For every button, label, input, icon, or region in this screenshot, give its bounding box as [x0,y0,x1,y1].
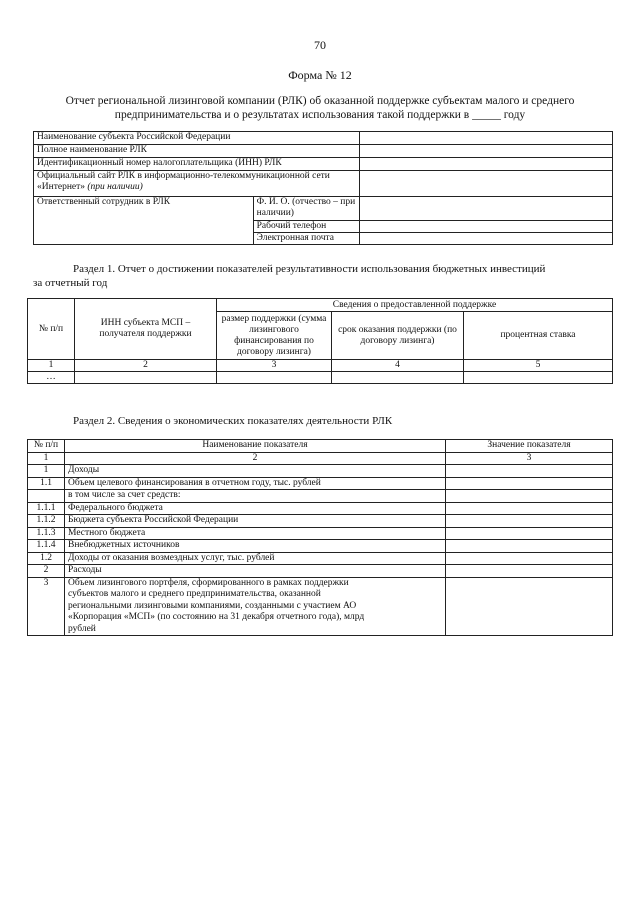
section1-table [27,298,613,384]
s1-colnum: 5 [464,360,613,372]
s1-colnum: 4 [332,360,464,372]
table-row [28,477,613,490]
info-fullname-value [359,145,612,158]
info-phone-value [359,221,612,233]
s2-row-value [446,565,613,578]
s1-header-size: размер поддержки (сумма лизингового финансирования по договору лизинга) [217,312,332,360]
table-row [28,490,613,503]
s2-header-value: Значение показателя [446,440,613,453]
table-row [28,527,613,540]
form-title: Форма № 12 [288,68,352,82]
info-fio-label: Ф. И. О. (отчество – при наличии) [253,197,359,221]
s2-row-name: в том числе за счет средств: [65,490,446,503]
report-title [20,94,620,122]
table-row [28,502,613,515]
table-row [28,577,613,636]
s2-row-name: Объем лизингового портфеля, сформированного в рамках поддержки субъектов малого и среднего предпринимательства, оказанной региональными лизинговыми компаниями, созданными с участием АО «Корпорация «МСП» (по состоянию на 31 декабря отчетного года), млрд рублей [65,577,446,636]
s1-empty-cell [464,372,613,384]
section1-title-line2: за отчетный год [33,277,108,289]
table-row [28,465,613,478]
info-website-label [34,171,360,197]
info-website-main: Официальный сайт РЛК в информационно-телекоммуникационной сети «Интернет» [37,171,330,192]
s2-row-value [446,540,613,553]
s2-row-num: 1.1 [28,477,65,490]
s2-header-name: Наименование показателя [65,440,446,453]
info-fullname-label: Полное наименование РЛК [34,145,360,158]
s2-row-num [28,490,65,503]
s2-colnum: 2 [65,452,446,465]
s2-row-num: 1.1.2 [28,515,65,528]
info-subject-value [359,132,612,145]
s2-row-num: 2 [28,565,65,578]
s1-header-term: срок оказания поддержки (по договору лизинга) [332,312,464,360]
s2-row-name: Бюджета субъекта Российской Федерации [65,515,446,528]
s2-row-num: 1.1.3 [28,527,65,540]
info-email-value [359,233,612,245]
info-fio-value [359,197,612,221]
info-table [33,131,613,245]
section2-table [27,439,613,636]
info-website-value [359,171,612,197]
s1-colnum: 3 [217,360,332,372]
s2-row-num: 1.2 [28,552,65,565]
s2-colnum: 3 [446,452,613,465]
report-title-line2: предпринимательства и о результатах использования такой поддержки в _____ году [114,109,526,121]
s2-row-value [446,477,613,490]
s2-header-num: № п/п [28,440,65,453]
s1-header-num: № п/п [28,299,75,360]
s1-header-group: Сведения о предоставленной поддержке [217,299,613,312]
s1-ellipsis: … [28,372,75,384]
info-phone-label: Рабочий телефон [253,221,359,233]
table-row [28,565,613,578]
s2-row-name: Доходы [65,465,446,478]
s2-row-name: Федерального бюджета [65,502,446,515]
s1-header-inn: ИНН субъекта МСП – получателя поддержки [75,299,217,360]
s1-empty-cell [75,372,217,384]
s2-row-value [446,490,613,503]
s2-row-num: 3 [28,577,65,636]
table-row [28,552,613,565]
s2-row-value [446,577,613,636]
info-inn-label: Идентификационный номер налогоплательщика (ИНН) РЛК [34,158,360,171]
section1-title-line1: Раздел 1. Отчет о достижении показателей результативности использования бюджетных инвестиций [73,263,546,275]
s1-header-rate: процентная ставка [464,312,613,360]
s2-row-value [446,552,613,565]
s2-row-name: Местного бюджета [65,527,446,540]
info-subject-label: Наименование субъекта Российской Федерации [34,132,360,145]
section2-title: Раздел 2. Сведения о экономических показателях деятельности РЛК [73,415,393,427]
report-title-line1: Отчет региональной лизинговой компании (РЛК) об оказанной поддержке субъектам малого и среднего [65,95,575,107]
s1-colnum: 2 [75,360,217,372]
s2-row-name: Объем целевого финансирования в отчетном году, тыс. рублей [65,477,446,490]
s2-row-name: Внебюджетных источников [65,540,446,553]
s2-row-num: 1 [28,465,65,478]
s2-row-name: Доходы от оказания возмездных услуг, тыс. рублей [65,552,446,565]
s2-row-num: 1.1.4 [28,540,65,553]
s2-row-num: 1.1.1 [28,502,65,515]
table-row [28,515,613,528]
info-website-optional: (при наличии) [87,182,143,192]
s1-empty-cell [217,372,332,384]
s2-row-value [446,515,613,528]
info-responsible-label: Ответственный сотрудник в РЛК [34,197,254,245]
s1-empty-cell [332,372,464,384]
info-inn-value [359,158,612,171]
s2-colnum: 1 [28,452,65,465]
s1-colnum: 1 [28,360,75,372]
s2-row-value [446,527,613,540]
table-row [28,540,613,553]
page-number: 70 [314,38,326,52]
section1-title [33,262,623,290]
s2-row-value [446,502,613,515]
info-email-label: Электронная почта [253,233,359,245]
s2-row-name: Расходы [65,565,446,578]
s2-row-value [446,465,613,478]
